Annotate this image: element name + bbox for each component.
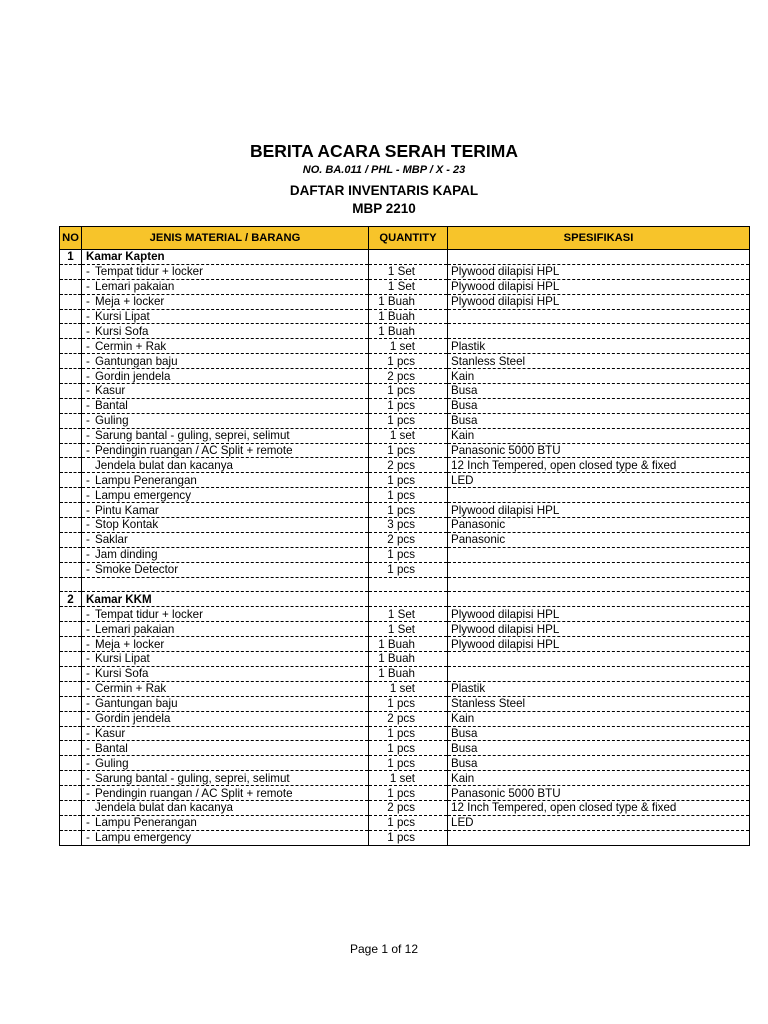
item-name: Pintu Kamar: [95, 503, 159, 517]
cell-no: [60, 637, 82, 652]
item-dash: -: [86, 548, 90, 562]
cell-spec: [448, 592, 750, 607]
item-dash: -: [86, 682, 90, 696]
item-name: Gantungan baju: [95, 697, 178, 711]
cell-quantity: 1 pcs: [369, 354, 448, 369]
cell-material: [82, 279, 369, 294]
item-name: Lemari pakaian: [95, 622, 175, 636]
cell-spec: LED: [448, 815, 750, 830]
item-name: Lampu emergency: [95, 831, 192, 845]
item-dash: -: [86, 399, 90, 413]
cell-material: [82, 369, 369, 384]
item-dash: -: [86, 741, 90, 755]
cell-no: [60, 413, 82, 428]
item-dash: -: [86, 503, 90, 517]
item-dash: -: [86, 444, 90, 458]
item-dash: -: [86, 607, 90, 621]
cell-quantity: 1 pcs: [369, 756, 448, 771]
cell-material: [82, 488, 369, 503]
vessel-name: MBP 2210: [352, 201, 416, 216]
cell-quantity: 1 pcs: [369, 786, 448, 801]
cell-material: [82, 741, 369, 756]
cell-quantity: 1 Buah: [369, 652, 448, 667]
item-dash: -: [86, 831, 90, 845]
item-dash: -: [86, 756, 90, 770]
cell-quantity: 1 pcs: [369, 443, 448, 458]
cell-material: [82, 443, 369, 458]
item-dash: -: [86, 295, 90, 309]
table-row: [60, 413, 750, 428]
item-dash: -: [86, 384, 90, 398]
item-name: Tempat tidur + locker: [95, 265, 203, 279]
cell-material: [82, 309, 369, 324]
cell-no: [60, 547, 82, 562]
cell-no: [60, 369, 82, 384]
item-dash: -: [86, 518, 90, 532]
cell-spec: Stanless Steel: [448, 696, 750, 711]
cell-quantity: 1 Buah: [369, 666, 448, 681]
cell-spec: Plywood dilapisi HPL: [448, 622, 750, 637]
cell-quantity: 1 pcs: [369, 503, 448, 518]
cell-material: [82, 830, 369, 845]
item-name: Lemari pakaian: [95, 280, 175, 294]
cell-quantity: 1 set: [369, 681, 448, 696]
item-name: Kasur: [95, 726, 126, 740]
cell-no: [60, 786, 82, 801]
cell-spec: [448, 547, 750, 562]
cell-quantity: 2 pcs: [369, 800, 448, 815]
item-name: Saklar: [95, 533, 128, 547]
column-header-no: NO: [60, 227, 82, 250]
cell-material: [82, 354, 369, 369]
item-name: Guling: [95, 414, 129, 428]
item-dash: -: [86, 786, 90, 800]
item-name: Stop Kontak: [95, 518, 159, 532]
cell-quantity: 2 pcs: [369, 369, 448, 384]
document-number: NO. BA.011 / PHL - MBP / X - 23: [302, 164, 466, 176]
cell-no: [60, 264, 82, 279]
table-row: [60, 309, 750, 324]
cell-no: [60, 771, 82, 786]
cell-no: [60, 458, 82, 473]
cell-spec: Kain: [448, 711, 750, 726]
document-subtitle: DAFTAR INVENTARIS KAPAL: [289, 183, 479, 198]
item-dash: -: [86, 652, 90, 666]
table-row: [60, 637, 750, 652]
item-dash: -: [86, 339, 90, 353]
item-name: Lampu Penerangan: [95, 816, 197, 830]
item-name: Guling: [95, 756, 129, 770]
cell-spec: Busa: [448, 741, 750, 756]
cell-no: [60, 294, 82, 309]
cell-material: [82, 786, 369, 801]
cell-spec: Panasonic 5000 BTU: [448, 786, 750, 801]
cell-quantity: 1 Buah: [369, 324, 448, 339]
cell-material: [82, 726, 369, 741]
table-row: [60, 458, 750, 473]
table-row: [60, 800, 750, 815]
cell-spec: Plywood dilapisi HPL: [448, 264, 750, 279]
table-row: [60, 279, 750, 294]
cell-material: [82, 577, 369, 592]
item-name: Bantal: [95, 399, 128, 413]
cell-no: [60, 577, 82, 592]
item-dash: -: [86, 712, 90, 726]
cell-no: [60, 756, 82, 771]
table-row: [60, 681, 750, 696]
item-name: Jendela bulat dan kacanya: [95, 458, 233, 472]
cell-no: [60, 607, 82, 622]
cell-material: [82, 398, 369, 413]
cell-spec: [448, 324, 750, 339]
cell-spec: 12 Inch Tempered, open closed type & fixed: [448, 800, 750, 815]
item-dash: -: [86, 354, 90, 368]
cell-no: [60, 428, 82, 443]
table-row: [60, 324, 750, 339]
item-dash: -: [86, 429, 90, 443]
item-name: Kasur: [95, 384, 126, 398]
item-name: Cermin + Rak: [95, 339, 167, 353]
table-row: [60, 339, 750, 354]
cell-no: [60, 309, 82, 324]
table-row: [60, 294, 750, 309]
cell-quantity: 1 pcs: [369, 726, 448, 741]
cell-material: [82, 681, 369, 696]
cell-spec: Plastik: [448, 681, 750, 696]
cell-quantity: 1 Buah: [369, 637, 448, 652]
cell-material: [82, 532, 369, 547]
document-title: BERITA ACARA SERAH TERIMA: [249, 141, 518, 161]
cell-material: [82, 413, 369, 428]
item-name: Lampu emergency: [95, 488, 192, 502]
table-row: [60, 532, 750, 547]
cell-quantity: 1 pcs: [369, 398, 448, 413]
cell-no: [60, 354, 82, 369]
cell-quantity: 1 set: [369, 428, 448, 443]
cell-material: [82, 622, 369, 637]
cell-quantity: 2 pcs: [369, 532, 448, 547]
cell-material: [82, 518, 369, 533]
item-name: Tempat tidur + locker: [95, 607, 203, 621]
cell-no: [60, 398, 82, 413]
item-name: Smoke Detector: [95, 563, 179, 577]
cell-material: [82, 458, 369, 473]
item-dash: -: [86, 563, 90, 577]
cell-material: [82, 666, 369, 681]
cell-spec: Kain: [448, 369, 750, 384]
cell-quantity: 1 pcs: [369, 413, 448, 428]
item-dash: -: [86, 310, 90, 323]
item-dash: -: [86, 473, 90, 487]
cell-quantity: 3 pcs: [369, 518, 448, 533]
item-dash: -: [86, 324, 90, 338]
cell-material: [82, 503, 369, 518]
item-dash: -: [86, 697, 90, 711]
cell-quantity: 1 pcs: [369, 473, 448, 488]
item-name: Pendingin ruangan / AC Split + remote: [95, 444, 293, 458]
cell-spec: Panasonic: [448, 532, 750, 547]
cell-spec: Plywood dilapisi HPL: [448, 294, 750, 309]
item-dash: -: [86, 816, 90, 830]
blank-row: [60, 577, 750, 592]
cell-quantity: 1 pcs: [369, 547, 448, 562]
cell-spec: [448, 577, 750, 592]
cell-no: [60, 279, 82, 294]
page-number: Page 1 of 12: [349, 942, 419, 956]
cell-quantity: 1 pcs: [369, 562, 448, 577]
item-dash: -: [86, 488, 90, 502]
item-dash: -: [86, 667, 90, 681]
table-row: [60, 398, 750, 413]
item-name: Meja + locker: [95, 637, 165, 651]
cell-material: [82, 547, 369, 562]
cell-material: [82, 324, 369, 339]
cell-no: [60, 696, 82, 711]
table-row: [60, 815, 750, 830]
cell-spec: Plywood dilapisi HPL: [448, 637, 750, 652]
cell-material: [82, 756, 369, 771]
cell-material: [82, 264, 369, 279]
cell-spec: Panasonic 5000 BTU: [448, 443, 750, 458]
table-row: [60, 666, 750, 681]
cell-no: [60, 666, 82, 681]
item-dash: -: [86, 369, 90, 383]
table-row: [60, 473, 750, 488]
table-row: [60, 547, 750, 562]
cell-no: [60, 830, 82, 845]
cell-no: [60, 741, 82, 756]
cell-spec: [448, 652, 750, 667]
table-row: [60, 786, 750, 801]
cell-no: [60, 726, 82, 741]
cell-no: [60, 339, 82, 354]
cell-quantity: 1 pcs: [369, 488, 448, 503]
cell-no: [60, 532, 82, 547]
cell-spec: Plywood dilapisi HPL: [448, 503, 750, 518]
cell-quantity: [369, 577, 448, 592]
cell-no: [60, 324, 82, 339]
cell-quantity: 1 pcs: [369, 384, 448, 399]
column-header-quantity: QUANTITY: [369, 227, 448, 250]
cell-material: Kamar KKM: [82, 592, 369, 607]
item-name: Meja + locker: [95, 295, 165, 309]
cell-material: Kamar Kapten: [82, 250, 369, 265]
cell-spec: [448, 488, 750, 503]
cell-spec: Kain: [448, 771, 750, 786]
item-name: Bantal: [95, 741, 128, 755]
cell-material: [82, 428, 369, 443]
item-dash: -: [86, 265, 90, 279]
cell-material: [82, 800, 369, 815]
item-name: Gantungan baju: [95, 354, 178, 368]
table-row: [60, 562, 750, 577]
cell-no: [60, 815, 82, 830]
item-name: Gordin jendela: [95, 712, 171, 726]
cell-spec: 12 Inch Tempered, open closed type & fixed: [448, 458, 750, 473]
inventory-table: [59, 226, 750, 846]
cell-spec: Busa: [448, 756, 750, 771]
cell-spec: Busa: [448, 413, 750, 428]
cell-spec: [448, 666, 750, 681]
item-name: Pendingin ruangan / AC Split + remote: [95, 786, 293, 800]
cell-quantity: 1 pcs: [369, 696, 448, 711]
table-row: [60, 711, 750, 726]
cell-no: [60, 473, 82, 488]
cell-no: [60, 562, 82, 577]
cell-material: [82, 637, 369, 652]
table-row: [60, 771, 750, 786]
table-row: [60, 354, 750, 369]
column-header-material: JENIS MATERIAL / BARANG: [82, 227, 369, 250]
cell-quantity: 1 Buah: [369, 294, 448, 309]
item-name: Sarung bantal - guling, seprei, selimut: [95, 429, 290, 443]
table-body: [60, 250, 750, 846]
item-dash: -: [86, 280, 90, 294]
table-row: [60, 443, 750, 458]
cell-no: [60, 503, 82, 518]
column-header-spec: SPESIFIKASI: [448, 227, 750, 250]
item-dash: -: [86, 622, 90, 636]
cell-spec: Busa: [448, 398, 750, 413]
table-row: [60, 726, 750, 741]
cell-material: [82, 815, 369, 830]
item-dash: -: [86, 414, 90, 428]
cell-material: [82, 473, 369, 488]
cell-material: [82, 339, 369, 354]
cell-no: [60, 518, 82, 533]
item-dash: -: [86, 771, 90, 785]
section-row: [60, 250, 750, 265]
cell-no: 2: [60, 592, 82, 607]
table-header-row: [60, 227, 750, 250]
item-name: Kursi Sofa: [95, 667, 149, 681]
table-row: [60, 369, 750, 384]
cell-no: [60, 800, 82, 815]
cell-no: [60, 681, 82, 696]
cell-no: [60, 384, 82, 399]
cell-quantity: 1 Set: [369, 279, 448, 294]
cell-material: [82, 652, 369, 667]
table-row: [60, 264, 750, 279]
cell-spec: [448, 309, 750, 324]
table-row: [60, 384, 750, 399]
cell-quantity: 1 Set: [369, 264, 448, 279]
table-row: [60, 622, 750, 637]
table-row: [60, 503, 750, 518]
cell-material: [82, 711, 369, 726]
cell-spec: [448, 830, 750, 845]
cell-quantity: 1 Set: [369, 622, 448, 637]
table-row: [60, 696, 750, 711]
cell-quantity: 1 Buah: [369, 309, 448, 324]
cell-quantity: 2 pcs: [369, 711, 448, 726]
item-dash: -: [86, 533, 90, 547]
cell-no: [60, 622, 82, 637]
table-row: [60, 830, 750, 845]
item-name: Kursi Lipat: [95, 652, 150, 666]
cell-material: [82, 607, 369, 622]
cell-material: [82, 294, 369, 309]
item-name: Lampu Penerangan: [95, 473, 197, 487]
item-name: Sarung bantal - guling, seprei, selimut: [95, 771, 290, 785]
cell-spec: Stanless Steel: [448, 354, 750, 369]
cell-no: 1: [60, 250, 82, 265]
cell-material: [82, 384, 369, 399]
cell-material: [82, 771, 369, 786]
table-row: [60, 652, 750, 667]
cell-spec: Plywood dilapisi HPL: [448, 279, 750, 294]
cell-material: [82, 696, 369, 711]
cell-spec: [448, 250, 750, 265]
cell-quantity: 1 pcs: [369, 815, 448, 830]
cell-spec: Plastik: [448, 339, 750, 354]
cell-quantity: 1 set: [369, 771, 448, 786]
cell-quantity: 1 set: [369, 339, 448, 354]
cell-spec: LED: [448, 473, 750, 488]
section-row: [60, 592, 750, 607]
table-row: [60, 607, 750, 622]
table-row: [60, 756, 750, 771]
table-row: [60, 428, 750, 443]
cell-spec: Panasonic: [448, 518, 750, 533]
cell-material: [82, 562, 369, 577]
item-dash: -: [86, 637, 90, 651]
cell-spec: Plywood dilapisi HPL: [448, 607, 750, 622]
cell-quantity: 1 pcs: [369, 741, 448, 756]
cell-spec: Kain: [448, 428, 750, 443]
cell-quantity: [369, 250, 448, 265]
table-row: [60, 488, 750, 503]
item-name: Kursi Sofa: [95, 324, 149, 338]
cell-no: [60, 488, 82, 503]
cell-no: [60, 652, 82, 667]
cell-no: [60, 443, 82, 458]
cell-spec: Busa: [448, 726, 750, 741]
cell-spec: Busa: [448, 384, 750, 399]
item-name: Kursi Lipat: [95, 310, 150, 323]
item-name: Cermin + Rak: [95, 682, 167, 696]
cell-no: [60, 711, 82, 726]
cell-quantity: 1 Set: [369, 607, 448, 622]
table-row: [60, 518, 750, 533]
table-row: [60, 741, 750, 756]
cell-quantity: 2 pcs: [369, 458, 448, 473]
item-name: Jam dinding: [95, 548, 158, 562]
cell-spec: [448, 562, 750, 577]
cell-quantity: [369, 592, 448, 607]
item-name: Jendela bulat dan kacanya: [95, 801, 233, 815]
item-dash: -: [86, 726, 90, 740]
item-name: Gordin jendela: [95, 369, 171, 383]
cell-quantity: 1 pcs: [369, 830, 448, 845]
